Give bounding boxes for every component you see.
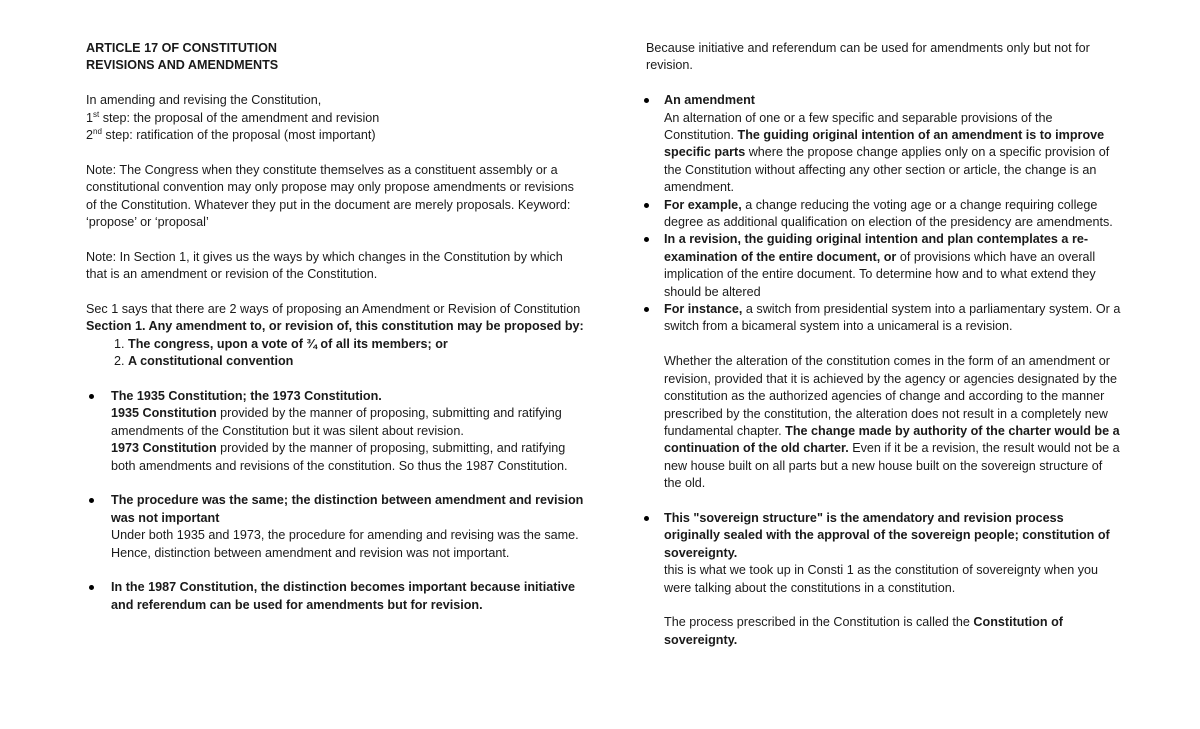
section-1-heading: Section 1. Any amendment to, or revision of, this constitution may be proposed by: [86, 319, 584, 334]
title-article: ARTICLE 17 OF CONSTITUTION [86, 41, 278, 55]
right-column [646, 40, 1121, 649]
bullet-1935-1973: The 1935 Constitution; the 1973 Constitution. 1935 Constitution provided by the manner of proposing, submitting and ratifying amendments of the Constitution but it was silent about revision. 1973 Constitution provided by the manner of proposing, submitting, and ratifying both amendments and revisions of the constitution. So thus the 1987 Constitution. [86, 388, 586, 475]
bullet-example: For example, a change reducing the voting age or a change requiring college degree as additional qualification on election of the presidency are amendments. [646, 197, 1121, 232]
intro-line: In amending and revising the Constitution, [86, 93, 322, 108]
bullet-instance: For instance, a switch from presidential system into a parliamentary system. Or a switch from a bicameral system into a unicameral is a revision. [646, 301, 1121, 336]
left-column [86, 40, 586, 614]
bullet-list [86, 492, 586, 562]
process-paragraph: The process prescribed in the Constitution is called the Constitution of sovereignty. [664, 615, 1063, 647]
proposal-ways-list [86, 336, 586, 371]
whether-paragraph: Whether the alteration of the constitution comes in the form of an amendment or revision, provided that it is achieved by the agency or agencies designated by the constitution as the authorized agencies of change and according to the manner prescribed by the constitution, the alteration does not result in a completely new fundamental chapter. The change made by authority of the charter would be a continuation of the old charter. Even if it be a revision, the result would not be a new house built on all parts but a new house built on the sovereign structure of the old. [664, 354, 1120, 491]
note-section-1: Note: In Section 1, it gives us the ways by which changes in the Constitution by which that is an amendment or revision of the Constitution. [86, 249, 563, 282]
bullet-list [86, 388, 586, 475]
bullet-sovereign-structure: This "sovereign structure" is the amendatory and revision process originally sealed with the approval of the sovereign people; constitution of sovereignty. this is what we took up in Consti 1 as the constitution of sovereignty when you were talking about the constitutions in a constitution. [646, 510, 1121, 597]
title-revisions: REVISIONS AND AMENDMENTS [86, 58, 279, 73]
bullet-revision: In a revision, the guiding original intention and plan contemplates a re-examination of the entire document, or of provisions which have an overall implication of the entire document. To determine how and to what extend they should be altered [646, 231, 1121, 301]
sec-1-summary: Sec 1 says that there are 2 ways of proposing an Amendment or Revision of Constitution [86, 302, 581, 317]
continuation-text: Because initiative and referendum can be used for amendments only but not for revision. [646, 41, 1090, 73]
list-item: 2. A constitutional convention [128, 353, 586, 370]
note-congress: Note: The Congress when they constitute themselves as a constituent assembly or a constitutional convention may only propose may only propose amendments or revisions of the Constitution. Whatever they put in the document are merely proposals. Keyword: ‘propose’ or ‘proposal’ [86, 162, 574, 230]
step-1: 1st step: the proposal of the amendment and revision [86, 109, 380, 125]
step-2: 2nd step: ratification of the proposal (most important) [86, 126, 376, 143]
bullet-list [646, 92, 1121, 336]
bullet-1987: In the 1987 Constitution, the distinction becomes important because initiative and referendum can be used for amendments but for revision. [86, 579, 586, 614]
bullet-procedure: The procedure was the same; the distinction between amendment and revision was not important Under both 1935 and 1973, the procedure for amending and revising was the same. Hence, distinction between amendment and revision was not important. [86, 492, 586, 562]
list-item: 1. The congress, upon a vote of ¾ of all its members; or [128, 336, 586, 353]
bullet-amendment: An amendment An alternation of one or a few specific and separable provisions of the Constitution. The guiding original intention of an amendment is to improve specific parts where the propose change applies only on a specific provision of the Constitution without affecting any other section or article, the change is an amendment. [646, 92, 1121, 196]
bullet-list [646, 510, 1121, 597]
bullet-list [86, 579, 586, 614]
